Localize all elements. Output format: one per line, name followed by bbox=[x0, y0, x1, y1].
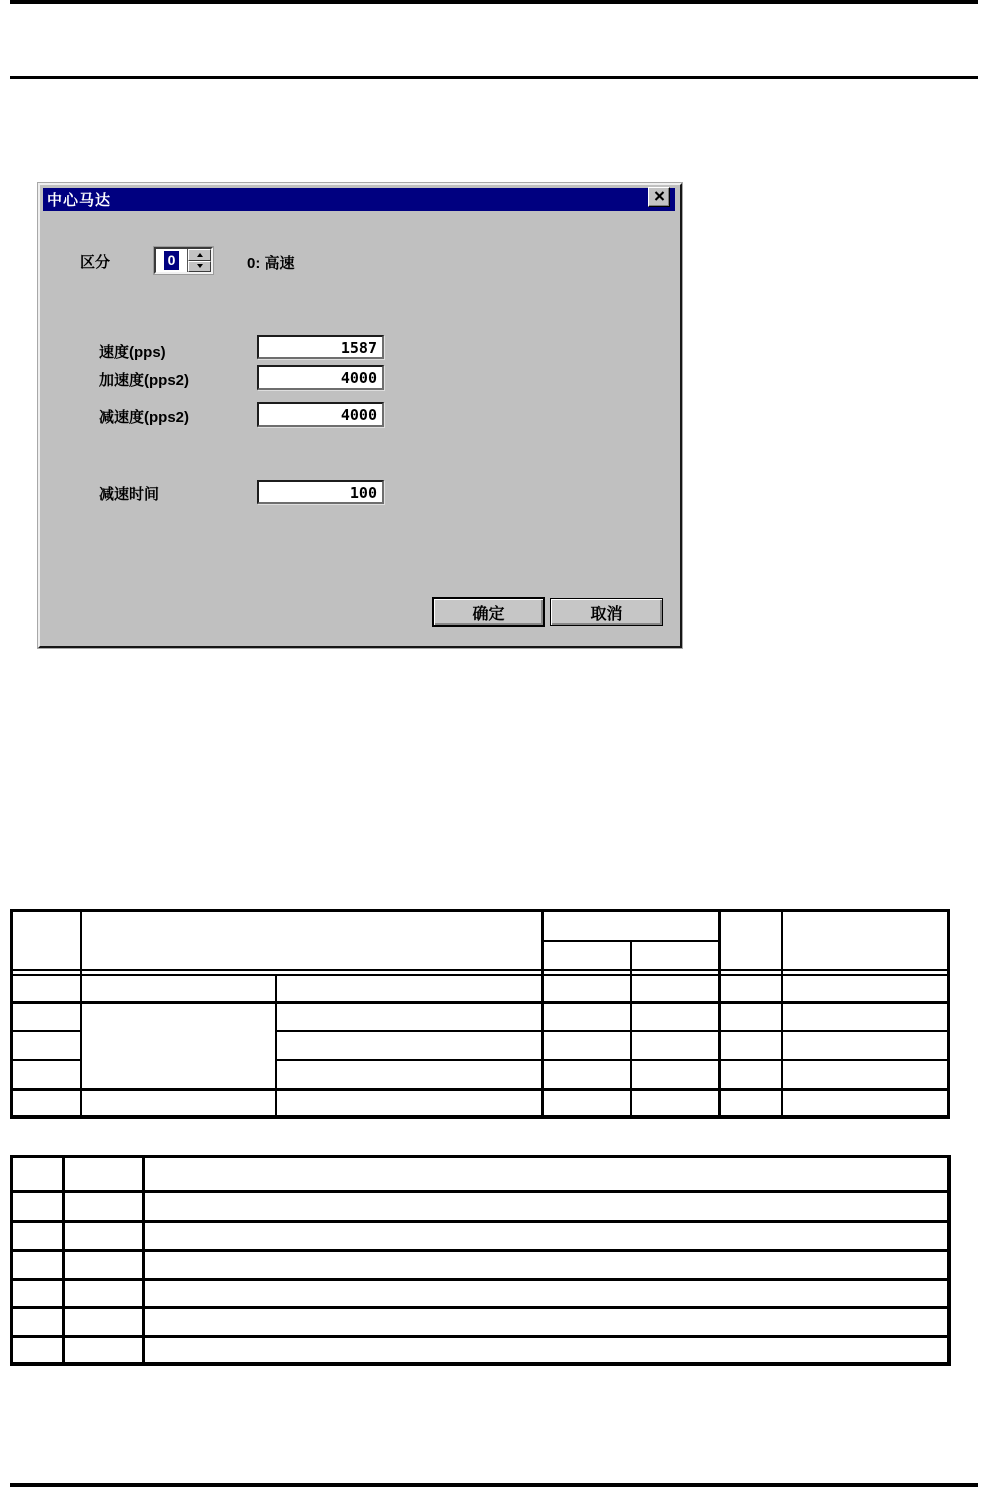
spinner-up-button[interactable] bbox=[188, 249, 211, 261]
table1-double-rule-lower bbox=[10, 974, 950, 976]
category-spinner[interactable] bbox=[154, 247, 213, 274]
page-top-rule bbox=[10, 0, 978, 4]
table1-right-border bbox=[947, 909, 950, 1119]
deceleration-input[interactable]: 4000 bbox=[257, 402, 384, 427]
table1-colF-border bbox=[781, 909, 783, 1119]
acceleration-label: 加速度(pps2) bbox=[99, 372, 190, 389]
table2-col2-border bbox=[142, 1155, 145, 1366]
table2-left-border bbox=[10, 1155, 13, 1366]
table1-left-border bbox=[10, 909, 13, 1119]
acceleration-input[interactable]: 4000 bbox=[257, 365, 384, 390]
table1-double-rule-upper bbox=[10, 969, 950, 971]
page-header-rule bbox=[10, 76, 978, 79]
cancel-button[interactable]: 取消 bbox=[550, 598, 663, 626]
table2-col1-border bbox=[62, 1155, 65, 1366]
table2-bottom-border bbox=[10, 1362, 951, 1366]
close-button[interactable] bbox=[648, 187, 670, 207]
decel-time-input[interactable]: 100 bbox=[257, 480, 384, 504]
decel-time-label: 减速时间 bbox=[99, 486, 160, 503]
table2-row3-border bbox=[10, 1249, 951, 1252]
table2-row6-border bbox=[10, 1335, 951, 1338]
table1-colE-border bbox=[718, 909, 721, 1119]
table1-colC-border bbox=[541, 909, 544, 1119]
ok-button[interactable]: 确定 bbox=[432, 597, 545, 627]
table2-row4-border bbox=[10, 1278, 951, 1281]
category-description: 0: 高速 bbox=[247, 255, 295, 272]
table1-bottom-border bbox=[10, 1115, 950, 1119]
table1-colB-split-border bbox=[275, 976, 277, 1119]
table2-row2-border bbox=[10, 1220, 951, 1223]
table1-row4-border bbox=[10, 1088, 950, 1091]
table1-top-border bbox=[10, 909, 950, 912]
arrow-up-icon bbox=[197, 253, 203, 257]
table1-colA-border bbox=[80, 909, 82, 1119]
table1-row3-border-left bbox=[10, 1059, 82, 1061]
dialog-titlebar[interactable] bbox=[43, 188, 675, 211]
close-icon bbox=[654, 188, 665, 206]
spinner-selected-value: 0 bbox=[164, 251, 180, 270]
table1-colD-border bbox=[630, 940, 632, 1119]
dialog-title: 中心马达 bbox=[47, 192, 112, 209]
center-motor-dialog bbox=[38, 183, 682, 648]
spinner-down-button[interactable] bbox=[188, 261, 211, 273]
spinner-value-field[interactable] bbox=[156, 249, 187, 272]
arrow-down-icon bbox=[197, 264, 203, 268]
table2-top-border bbox=[10, 1155, 951, 1158]
speed-input[interactable]: 1587 bbox=[257, 335, 384, 359]
table1-row2-border-left bbox=[10, 1030, 82, 1032]
table1-row1-border bbox=[10, 1001, 950, 1004]
category-label: 区分 bbox=[80, 254, 111, 271]
table1-row2-border-right bbox=[275, 1030, 950, 1032]
speed-label: 速度(pps) bbox=[99, 344, 166, 361]
deceleration-label: 减速度(pps2) bbox=[99, 409, 190, 426]
table2-row1-border bbox=[10, 1190, 951, 1193]
spinner-buttons bbox=[187, 249, 211, 272]
table2-row5-border bbox=[10, 1306, 951, 1309]
table1-row3-border-right bbox=[275, 1059, 950, 1061]
table2-right-border bbox=[947, 1155, 951, 1366]
page-footer-rule bbox=[10, 1483, 978, 1487]
